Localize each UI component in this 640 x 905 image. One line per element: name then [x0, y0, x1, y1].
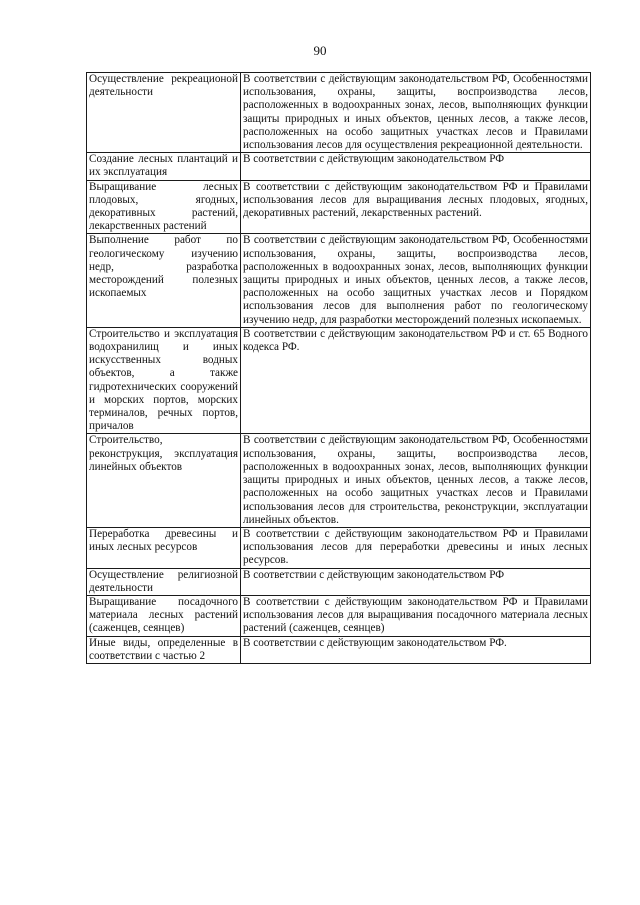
- legal-basis-cell: В соответствии с действующим законодательством РФ и Правилами использования лесов для переработки древесины и иных лесных ресурсов.: [241, 527, 591, 568]
- activity-cell: Выращивание посадочного материала лесных растений (саженцев, сеянцев): [87, 595, 241, 636]
- table-row: [87, 180, 591, 234]
- page-number: 90: [313, 43, 327, 58]
- legal-basis-cell: В соответствии с действующим законодательством РФ и Правилами использования лесов для выращивания посадочного материала лесных растений (саженцев, сеянцев): [241, 595, 591, 636]
- activity-cell: Строительство и эксплуатация водохранилищ и иных искусственных водных объектов, а также гидротехнических сооружений и морских портов, морских терминалов, речных портов, причалов: [87, 327, 241, 434]
- table-row: [87, 73, 591, 153]
- table-row: [87, 153, 591, 180]
- legal-basis-cell: В соответствии с действующим законодательством РФ и Правилами использования лесов для выращивания лесных плодовых, ягодных, декоративных растений, лекарственных растений.: [241, 180, 591, 234]
- legal-basis-cell: В соответствии с действующим законодательством РФ: [241, 153, 591, 180]
- legal-basis-cell: В соответствии с действующим законодательством РФ, Особенностями использования, охраны, защиты, воспроизводства лесов, расположенных в водоохранных зонах, лесов, выполняющих функции защиты природных и иных объектов, ценных лесов, а также лесов, расположенных на особо защитных участках лесов и Правилами использования лесов для осуществления рекреационной деятельности.: [241, 73, 591, 153]
- table-row: [87, 527, 591, 568]
- activity-cell: Создание лесных плантаций и их эксплуатация: [87, 153, 241, 180]
- table-row: [87, 434, 591, 527]
- legal-basis-cell: В соответствии с действующим законодательством РФ.: [241, 636, 591, 663]
- activity-cell: Осуществление религиозной деятельности: [87, 568, 241, 595]
- activity-cell: Выращивание лесных плодовых, ягодных, декоративных растений, лекарственных растений: [87, 180, 241, 234]
- activity-cell: Переработка древесины и иных лесных ресурсов: [87, 527, 241, 568]
- legal-basis-cell: В соответствии с действующим законодательством РФ, Особенностями использования, охраны, защиты, воспроизводства лесов, расположенных в водоохранных зонах, лесов, выполняющих функции защиты природных и иных объектов, ценных лесов, а также лесов, расположенных на особо защитных участках лесов и Правилами использования лесов для строительства, реконструкции, эксплуатации линейных объектов.: [241, 434, 591, 527]
- table-row: [87, 327, 591, 434]
- table-row: [87, 595, 591, 636]
- legal-basis-cell: В соответствии с действующим законодательством РФ, Особенностями использования, охраны, защиты, воспроизводства лесов, расположенных в водоохранных зонах, лесов, выполняющих функции защиты природных и иных объектов, ценных лесов, а также лесов, расположенных на особо защитных участках лесов и Порядком использования лесов для выполнения работ по геологическому изучению недр, для разработки месторождений полезных ископаемых.: [241, 234, 591, 327]
- activity-cell: Осуществление рекреационой деятельности: [87, 73, 241, 153]
- legal-basis-cell: В соответствии с действующим законодательством РФ и ст. 65 Водного кодекса РФ.: [241, 327, 591, 434]
- activity-cell: Иные виды, определенные в соответствии с частью 2: [87, 636, 241, 663]
- table-row: [87, 568, 591, 595]
- activity-cell: Выполнение работ по геологическому изучению недр, разработка месторождений полезных ископаемых: [87, 234, 241, 327]
- table-row: [87, 234, 591, 327]
- forest-use-table: [86, 72, 591, 664]
- legal-basis-cell: В соответствии с действующим законодательством РФ: [241, 568, 591, 595]
- table-row: [87, 636, 591, 663]
- activity-cell: Строительство, реконструкция, эксплуатация линейных объектов: [87, 434, 241, 527]
